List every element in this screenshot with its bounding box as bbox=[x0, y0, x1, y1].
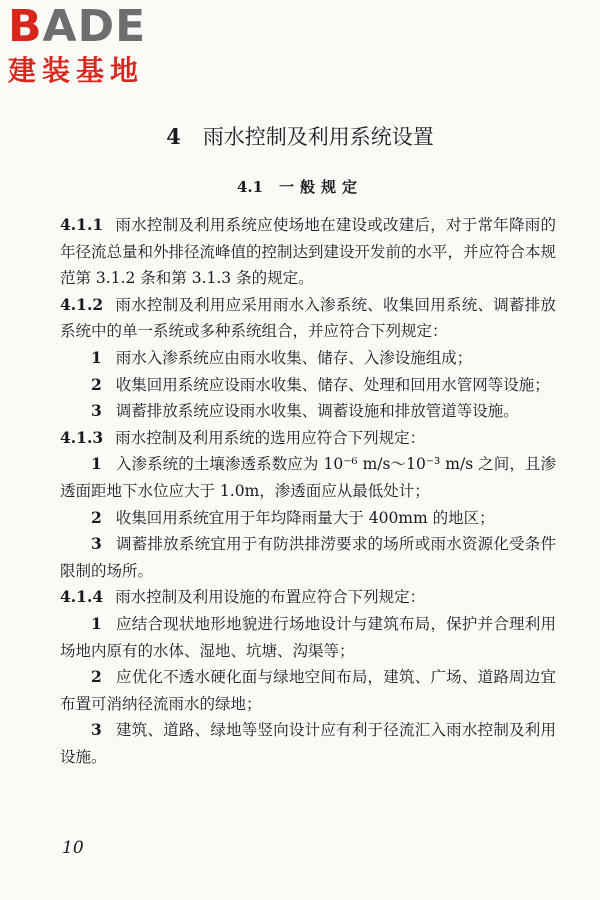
page-number: 10 bbox=[62, 838, 84, 858]
item-number: 3 bbox=[91, 534, 102, 554]
item-number: 2 bbox=[91, 667, 102, 687]
list-item bbox=[60, 372, 556, 399]
list-item bbox=[60, 717, 556, 770]
item-text: 应结合现状地形地貌进行场地设计与建筑布局，保护并合理利用场地内原有的水体、湿地、坑塘、沟渠等； bbox=[60, 614, 556, 660]
logo-accent-letter: B bbox=[8, 1, 43, 52]
item-text: 入渗系统的土壤渗透系数应为 10⁻⁶ m/s～10⁻³ m/s 之间，且渗透面距地下水位应大于 1.0m，渗透面应从最低处计； bbox=[60, 455, 556, 500]
clause-text: 雨水控制及利用系统的选用应符合下列规定： bbox=[115, 428, 426, 447]
clause-number: 4.1.3 bbox=[60, 427, 104, 447]
list-item bbox=[60, 345, 556, 372]
list-item bbox=[60, 531, 556, 584]
clause-number: 4.1.2 bbox=[60, 294, 104, 314]
logo-letters: ADE bbox=[42, 1, 147, 52]
chapter-title bbox=[0, 122, 600, 152]
clause-number: 4.1.1 bbox=[60, 215, 104, 234]
clause-number: 4.1.4 bbox=[60, 587, 104, 607]
list-item bbox=[60, 611, 556, 664]
clause-paragraph bbox=[60, 425, 556, 452]
item-text: 建筑、道路、绿地等竖向设计应有利于径流汇入雨水控制及利用设施。 bbox=[60, 721, 556, 766]
clause-paragraph bbox=[60, 584, 556, 611]
item-number: 2 bbox=[91, 507, 102, 527]
list-item bbox=[60, 505, 556, 532]
clause-text: 雨水控制及利用应采用雨水入渗系统、收集回用系统、调蓄排放系统中的单一系统或多种系统组合，并应符合下列规定： bbox=[60, 295, 556, 341]
item-number: 1 bbox=[91, 454, 102, 474]
item-number: 3 bbox=[91, 720, 102, 740]
item-number: 1 bbox=[91, 347, 102, 367]
chapter-title-text: 雨水控制及利用系统设置 bbox=[202, 125, 434, 149]
section-title-text: 一般规定 bbox=[279, 178, 364, 196]
logo-subtitle: 建装基地 bbox=[8, 54, 145, 87]
clause-paragraph bbox=[60, 292, 556, 345]
item-number: 1 bbox=[91, 613, 102, 633]
brand-logo bbox=[8, 1, 178, 88]
list-item bbox=[60, 664, 556, 717]
clauses-body bbox=[60, 212, 556, 770]
item-text: 调蓄排放系统应设雨水收集、调蓄设施和排放管道等设施。 bbox=[115, 402, 519, 421]
item-number: 3 bbox=[91, 401, 102, 421]
item-text: 应优化不透水硬化面与绿地空间布局，建筑、广场、道路周边宜布置可消纳径流雨水的绿地； bbox=[60, 668, 556, 713]
list-item bbox=[60, 451, 556, 504]
clause-text: 雨水控制及利用系统应使场地在建设或改建后，对于常年降雨的年径流总量和外排径流峰值的控制达到建设开发前的水平，并应符合本规范第 3.1.2 条和第 3.1.3 条的规定。 bbox=[60, 216, 557, 288]
clause-paragraph bbox=[60, 212, 556, 292]
item-text: 雨水入渗系统应由雨水收集、储存、入渗设施组成； bbox=[115, 348, 473, 367]
item-text: 收集回用系统应设雨水收集、储存、处理和回用水管网等设施； bbox=[115, 375, 550, 394]
clause-text: 雨水控制及利用设施的布置应符合下列规定： bbox=[115, 588, 426, 607]
item-text: 调蓄排放系统宜用于有防洪排涝要求的场所或雨水资源化受条件限制的场所。 bbox=[60, 535, 556, 580]
item-number: 2 bbox=[91, 374, 102, 394]
logo-wordmark bbox=[8, 1, 178, 52]
item-text: 收集回用系统宜用于年均降雨量大于 400mm 的地区； bbox=[115, 508, 495, 527]
list-item bbox=[60, 398, 556, 425]
section-title bbox=[0, 175, 600, 199]
chapter-number: 4 bbox=[166, 124, 181, 149]
section-number: 4.1 bbox=[236, 178, 264, 196]
